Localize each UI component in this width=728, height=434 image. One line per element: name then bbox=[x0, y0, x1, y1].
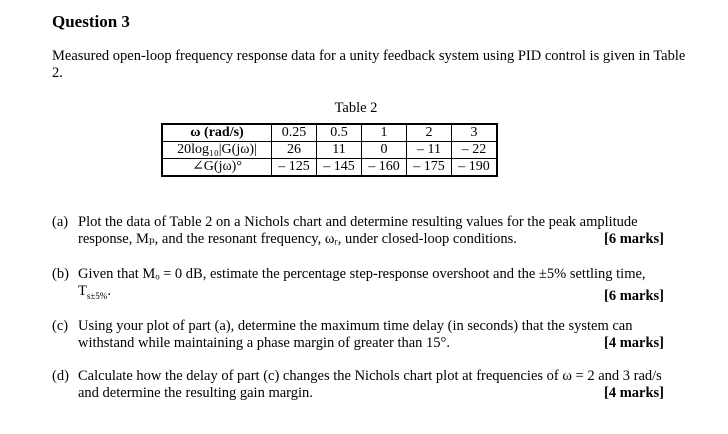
part-text: Calculate how the delay of part (c) changes the Nichols chart plot at frequencies of ω = 2 and 3 rad/s and determine the resulting gain margin. bbox=[78, 368, 662, 401]
marks-label: [4 marks] bbox=[603, 335, 664, 351]
table-cell: – 175 bbox=[407, 159, 452, 177]
part-d bbox=[52, 368, 664, 402]
part-label: (d) bbox=[52, 368, 69, 384]
table-cell: – 190 bbox=[452, 159, 498, 177]
table-cell: – 145 bbox=[317, 159, 362, 177]
table-title: Table 2 bbox=[334, 100, 378, 116]
marks-label: [6 marks] bbox=[603, 287, 664, 304]
table-cell: 11 bbox=[317, 142, 362, 159]
table-cell: 0.25 bbox=[272, 124, 317, 142]
settling-subscript: s±5% bbox=[86, 290, 108, 301]
marks-label: [4 marks] bbox=[603, 385, 664, 401]
row-label-magnitude: 20log₁₀|G(jω)| bbox=[162, 142, 272, 159]
part-text: Plot the data of Table 2 on a Nichols chart and determine resulting values for the peak amplitude response, Mₚ, and the resonant frequency, ωᵣ, under closed-loop conditions. bbox=[78, 214, 638, 247]
table-row-phase bbox=[162, 159, 497, 177]
table-cell: 3 bbox=[452, 124, 498, 142]
question-heading: Question 3 bbox=[52, 12, 130, 31]
table-cell: – 160 bbox=[362, 159, 407, 177]
part-text: Given that Mₒ = 0 dB, estimate the percentage step-response overshoot and the ±5% settling time, $T_{s\pm 5\%}$. bbox=[78, 266, 646, 301]
part-a bbox=[52, 214, 664, 248]
table-cell: 2 bbox=[407, 124, 452, 142]
table-cell: 1 bbox=[362, 124, 407, 142]
question-intro: Measured open-loop frequency response data for a unity feedback system using PID control is given in Table 2. bbox=[52, 48, 686, 81]
frequency-response-table bbox=[161, 123, 498, 177]
part-label: (c) bbox=[52, 318, 69, 334]
part-c bbox=[52, 318, 664, 352]
table-row-frequency bbox=[162, 124, 497, 142]
table-cell: – 11 bbox=[407, 142, 452, 159]
marks-label: [6 marks] bbox=[603, 231, 664, 247]
part-label: (b) bbox=[52, 266, 69, 282]
row-label-phase: ∠G(jω)° bbox=[162, 159, 272, 177]
table-cell: 0 bbox=[362, 142, 407, 159]
part-text: Using your plot of part (a), determine the maximum time delay (in seconds) that the system can withstand while maintaining a phase margin of greater than 15°. bbox=[78, 318, 633, 351]
table-cell: 26 bbox=[272, 142, 317, 159]
table-cell: – 22 bbox=[452, 142, 498, 159]
part-label: (a) bbox=[52, 214, 69, 230]
row-label-frequency: ω (rad/s) bbox=[162, 124, 272, 142]
table-cell: 0.5 bbox=[317, 124, 362, 142]
table-cell: – 125 bbox=[272, 159, 317, 177]
part-b bbox=[52, 266, 664, 305]
table-row-magnitude bbox=[162, 142, 497, 159]
